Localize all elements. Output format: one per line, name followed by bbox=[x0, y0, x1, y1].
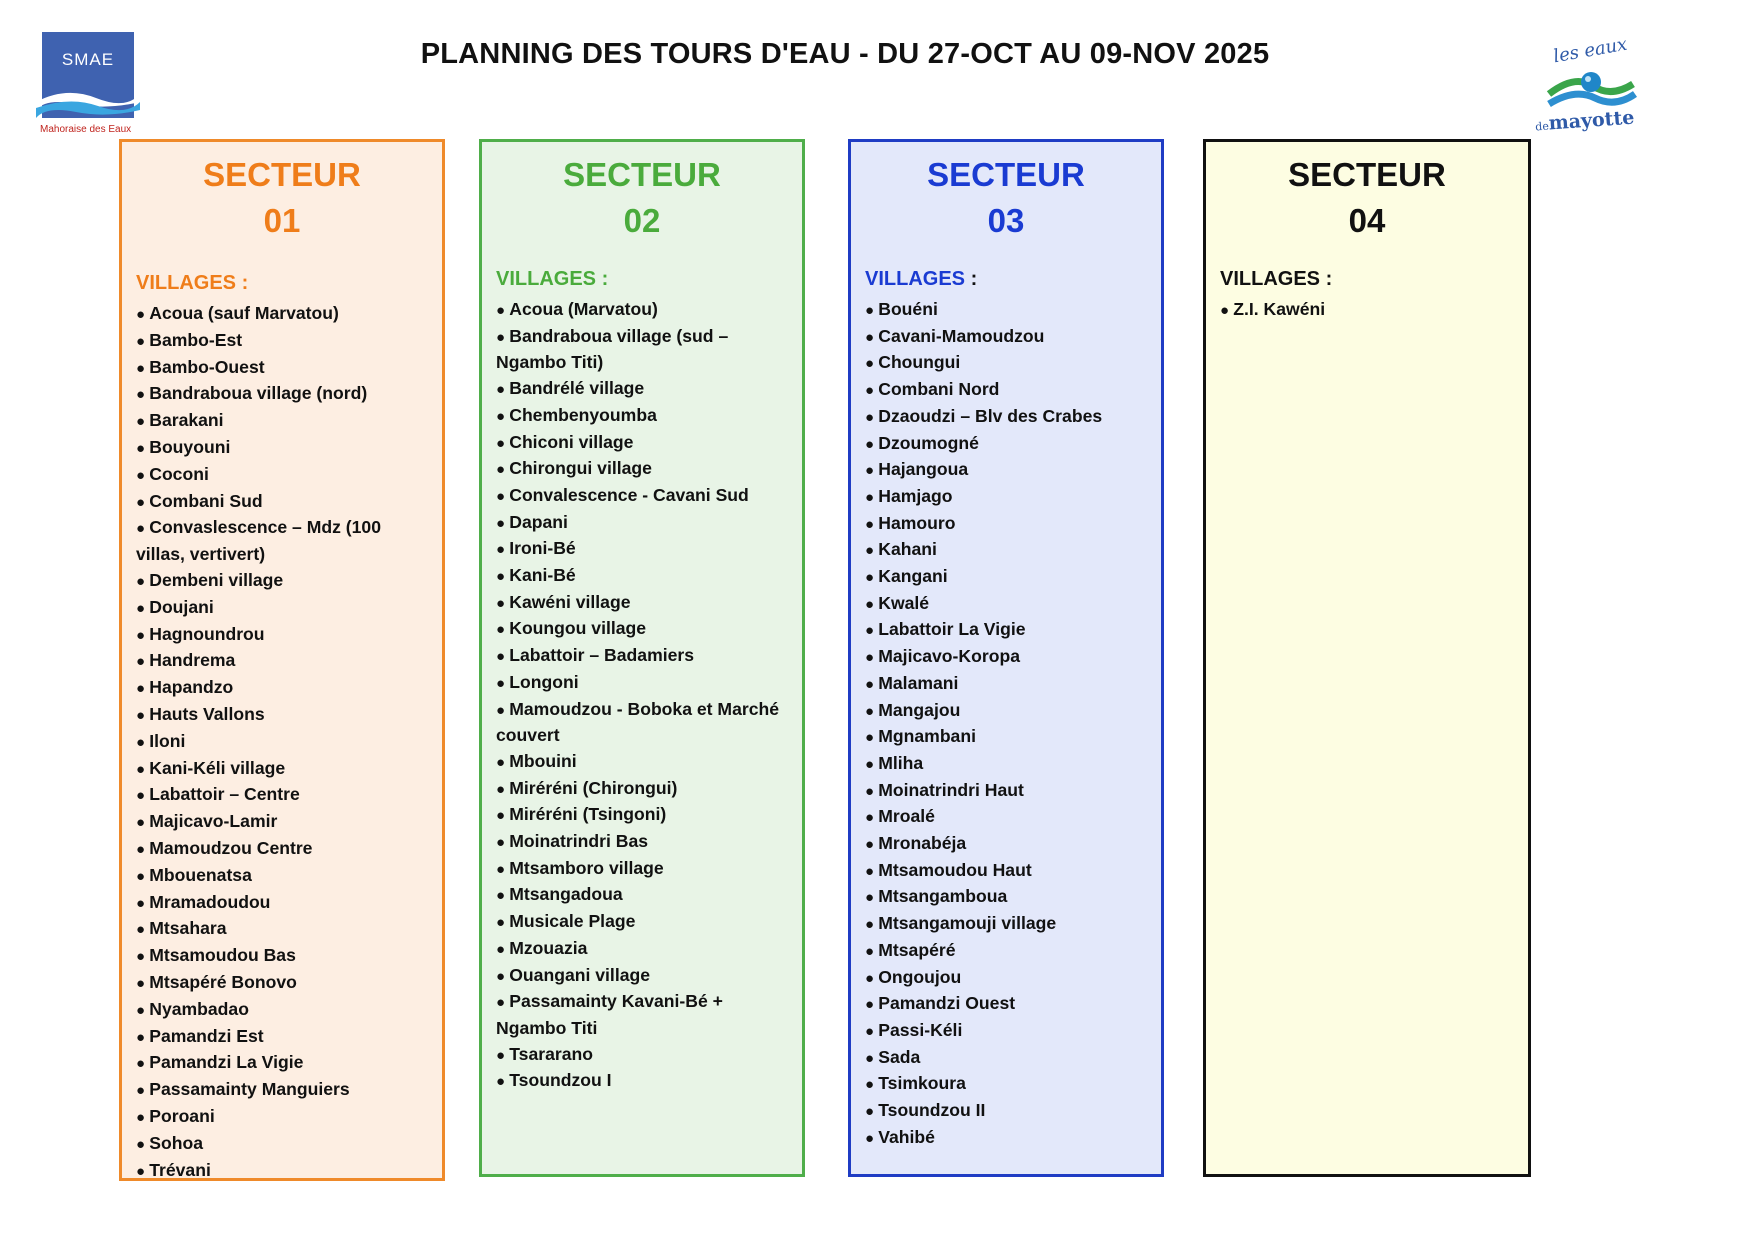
village-item: ● Kahani bbox=[865, 537, 1151, 564]
village-item: ● Mtsapéré bbox=[865, 938, 1151, 965]
village-item: ● Mangajou bbox=[865, 698, 1151, 725]
village-item: ● Kawéni village bbox=[496, 590, 792, 617]
village-item: ● Malamani bbox=[865, 671, 1151, 698]
village-item: ● Dzaoudzi – Blv des Crabes bbox=[865, 404, 1151, 431]
village-item: ● Tsoundzou II bbox=[865, 1098, 1151, 1125]
sector-04-card bbox=[1203, 139, 1531, 1177]
village-item: ● Pamandzi Est bbox=[136, 1024, 432, 1051]
village-item: ● Pamandzi La Vigie bbox=[136, 1050, 432, 1077]
village-item: ● Moinatrindri Bas bbox=[496, 829, 792, 856]
village-item: ● Cavani-Mamoudzou bbox=[865, 324, 1151, 351]
village-item: ● Mbouenatsa bbox=[136, 863, 432, 890]
village-item: ● Tsoundzou I bbox=[496, 1068, 792, 1095]
village-item: ● Mtsapéré Bonovo bbox=[136, 970, 432, 997]
village-item: ● Ongoujou bbox=[865, 965, 1151, 992]
village-item: ● Passamainty Kavani-Bé + Ngambo Titi bbox=[496, 989, 792, 1041]
smae-logo bbox=[36, 32, 146, 138]
villages-label: VILLAGES : bbox=[496, 268, 609, 290]
village-item: ● Mamoudzou - Boboka et Marché couvert bbox=[496, 697, 792, 749]
village-item: ● Iloni bbox=[136, 729, 432, 756]
village-item: ● Mramadoudou bbox=[136, 890, 432, 917]
village-item: ● Dapani bbox=[496, 510, 792, 537]
village-item: ● Passi-Kéli bbox=[865, 1018, 1151, 1045]
sector-title: SECTEUR bbox=[927, 156, 1085, 193]
sector-02-card bbox=[479, 139, 805, 1177]
village-item: ● Kangani bbox=[865, 564, 1151, 591]
village-item: ● Moinatrindri Haut bbox=[865, 778, 1151, 805]
village-item: ● Mliha bbox=[865, 751, 1151, 778]
village-item: ● Mtsamoudou Haut bbox=[865, 858, 1151, 885]
village-item: ● Mtsangamboua bbox=[865, 884, 1151, 911]
village-item: ● Bandraboua village (nord) bbox=[136, 381, 432, 408]
sector-01-heading bbox=[122, 142, 442, 244]
village-item: ● Ouangani village bbox=[496, 963, 792, 990]
village-item: ● Bambo-Est bbox=[136, 328, 432, 355]
village-item: ● Labattoir – Badamiers bbox=[496, 643, 792, 670]
village-item: ● Bandraboua village (sud – Ngambo Titi) bbox=[496, 324, 792, 376]
villages-label: VILLAGES : bbox=[1220, 268, 1333, 290]
village-item: ● Koungou village bbox=[496, 616, 792, 643]
sector-title: SECTEUR bbox=[203, 156, 361, 193]
village-item: ● Doujani bbox=[136, 595, 432, 622]
sector-04-heading bbox=[1206, 142, 1528, 244]
village-item: ● Passamainty Manguiers bbox=[136, 1077, 432, 1104]
villages-label-colon: : bbox=[965, 268, 978, 290]
sector-number: 02 bbox=[623, 202, 661, 239]
village-list bbox=[122, 301, 442, 1184]
sector-title: SECTEUR bbox=[1288, 156, 1446, 193]
eaux-logo-line1: les eaux bbox=[1551, 33, 1629, 68]
sector-number: 01 bbox=[263, 202, 301, 239]
page-title: PLANNING DES TOURS D'EAU - DU 27-OCT AU 09-NOV 2025 bbox=[420, 38, 1270, 70]
village-item: ● Hamjago bbox=[865, 484, 1151, 511]
village-item: ● Trévani bbox=[136, 1158, 432, 1185]
village-item: ● Combani Nord bbox=[865, 377, 1151, 404]
village-item: ● Barakani bbox=[136, 408, 432, 435]
village-item: ● Vahibé bbox=[865, 1125, 1151, 1152]
village-item: ● Labattoir – Centre bbox=[136, 782, 432, 809]
village-item: ● Mtsangadoua bbox=[496, 882, 792, 909]
village-item: ● Sada bbox=[865, 1045, 1151, 1072]
village-item: ● Chiconi village bbox=[496, 430, 792, 457]
village-item: ● Mtsamoudou Bas bbox=[136, 943, 432, 970]
village-item: ● Hauts Vallons bbox=[136, 702, 432, 729]
village-item: ● Mbouini bbox=[496, 749, 792, 776]
smae-logo-subtitle: Mahoraise des Eaux bbox=[40, 124, 132, 135]
village-list bbox=[1206, 297, 1528, 324]
sector-title: SECTEUR bbox=[563, 156, 721, 193]
village-item: ● Z.I. Kawéni bbox=[1220, 297, 1518, 324]
village-item: ● Poroani bbox=[136, 1104, 432, 1131]
water-drop-icon bbox=[1545, 64, 1637, 112]
sector-02-heading bbox=[482, 142, 802, 244]
village-item: ● Acoua (sauf Marvatou) bbox=[136, 301, 432, 328]
village-item: ● Longoni bbox=[496, 670, 792, 697]
sector-number: 03 bbox=[987, 202, 1025, 239]
eaux-de-mayotte-logo bbox=[1534, 33, 1655, 138]
village-item: ● Convaslescence – Mdz (100 villas, vertivert) bbox=[136, 515, 432, 568]
village-item: ● Mtsahara bbox=[136, 916, 432, 943]
village-item: ● Mamoudzou Centre bbox=[136, 836, 432, 863]
village-item: ● Pamandzi Ouest bbox=[865, 991, 1151, 1018]
village-item: ● Bambo-Ouest bbox=[136, 355, 432, 382]
village-item: ● Hajangoua bbox=[865, 457, 1151, 484]
sector-number: 04 bbox=[1348, 202, 1386, 239]
village-item: ● Majicavo-Lamir bbox=[136, 809, 432, 836]
village-item: ● Chembenyoumba bbox=[496, 403, 792, 430]
village-list bbox=[851, 297, 1161, 1152]
smae-logo-text: SMAE bbox=[61, 50, 115, 69]
village-item: ● Dzoumogné bbox=[865, 431, 1151, 458]
village-item: ● Choungui bbox=[865, 350, 1151, 377]
village-item: ● Tsimkoura bbox=[865, 1071, 1151, 1098]
village-item: ● Bouéni bbox=[865, 297, 1151, 324]
villages-label: VILLAGES : bbox=[136, 272, 249, 294]
village-item: ● Hapandzo bbox=[136, 675, 432, 702]
village-item: ● Nyambadao bbox=[136, 997, 432, 1024]
village-item: ● Mzouazia bbox=[496, 936, 792, 963]
sector-01-card bbox=[119, 139, 445, 1181]
village-item: ● Chirongui village bbox=[496, 456, 792, 483]
village-item: ● Kani-Kéli village bbox=[136, 756, 432, 783]
village-item: ● Majicavo-Koropa bbox=[865, 644, 1151, 671]
sector-03-card bbox=[848, 139, 1164, 1177]
village-item: ● Mtsangamouji village bbox=[865, 911, 1151, 938]
village-item: ● Miréréni (Tsingoni) bbox=[496, 802, 792, 829]
village-item: ● Mtsamboro village bbox=[496, 856, 792, 883]
eaux-logo-prefix: de bbox=[1534, 119, 1550, 134]
village-item: ● Tsararano bbox=[496, 1042, 792, 1069]
village-item: ● Coconi bbox=[136, 462, 432, 489]
wave-icon bbox=[36, 84, 140, 124]
village-item: ● Sohoa bbox=[136, 1131, 432, 1158]
sector-03-heading bbox=[851, 142, 1161, 244]
village-item: ● Labattoir La Vigie bbox=[865, 617, 1151, 644]
villages-label-text: VILLAGES bbox=[865, 268, 966, 290]
village-item: ● Mgnambani bbox=[865, 724, 1151, 751]
village-item: ● Musicale Plage bbox=[496, 909, 792, 936]
village-item: ● Mronabéja bbox=[865, 831, 1151, 858]
village-item: ● Miréréni (Chirongui) bbox=[496, 776, 792, 803]
village-item: ● Convalescence - Cavani Sud bbox=[496, 483, 792, 510]
village-item: ● Dembeni village bbox=[136, 568, 432, 595]
village-item: ● Acoua (Marvatou) bbox=[496, 297, 792, 324]
village-item: ● Ironi-Bé bbox=[496, 536, 792, 563]
village-item: ● Kani-Bé bbox=[496, 563, 792, 590]
eaux-logo-name: mayotte bbox=[1547, 106, 1635, 135]
village-item: ● Bouyouni bbox=[136, 435, 432, 462]
village-item: ● Hamouro bbox=[865, 511, 1151, 538]
village-item: ● Handrema bbox=[136, 648, 432, 675]
villages-label bbox=[865, 268, 1161, 291]
village-item: ● Kwalé bbox=[865, 591, 1151, 618]
village-item: ● Mroalé bbox=[865, 804, 1151, 831]
village-item: ● Combani Sud bbox=[136, 489, 432, 516]
village-list bbox=[482, 297, 802, 1095]
village-item: ● Bandrélé village bbox=[496, 376, 792, 403]
village-item: ● Hagnoundrou bbox=[136, 622, 432, 649]
